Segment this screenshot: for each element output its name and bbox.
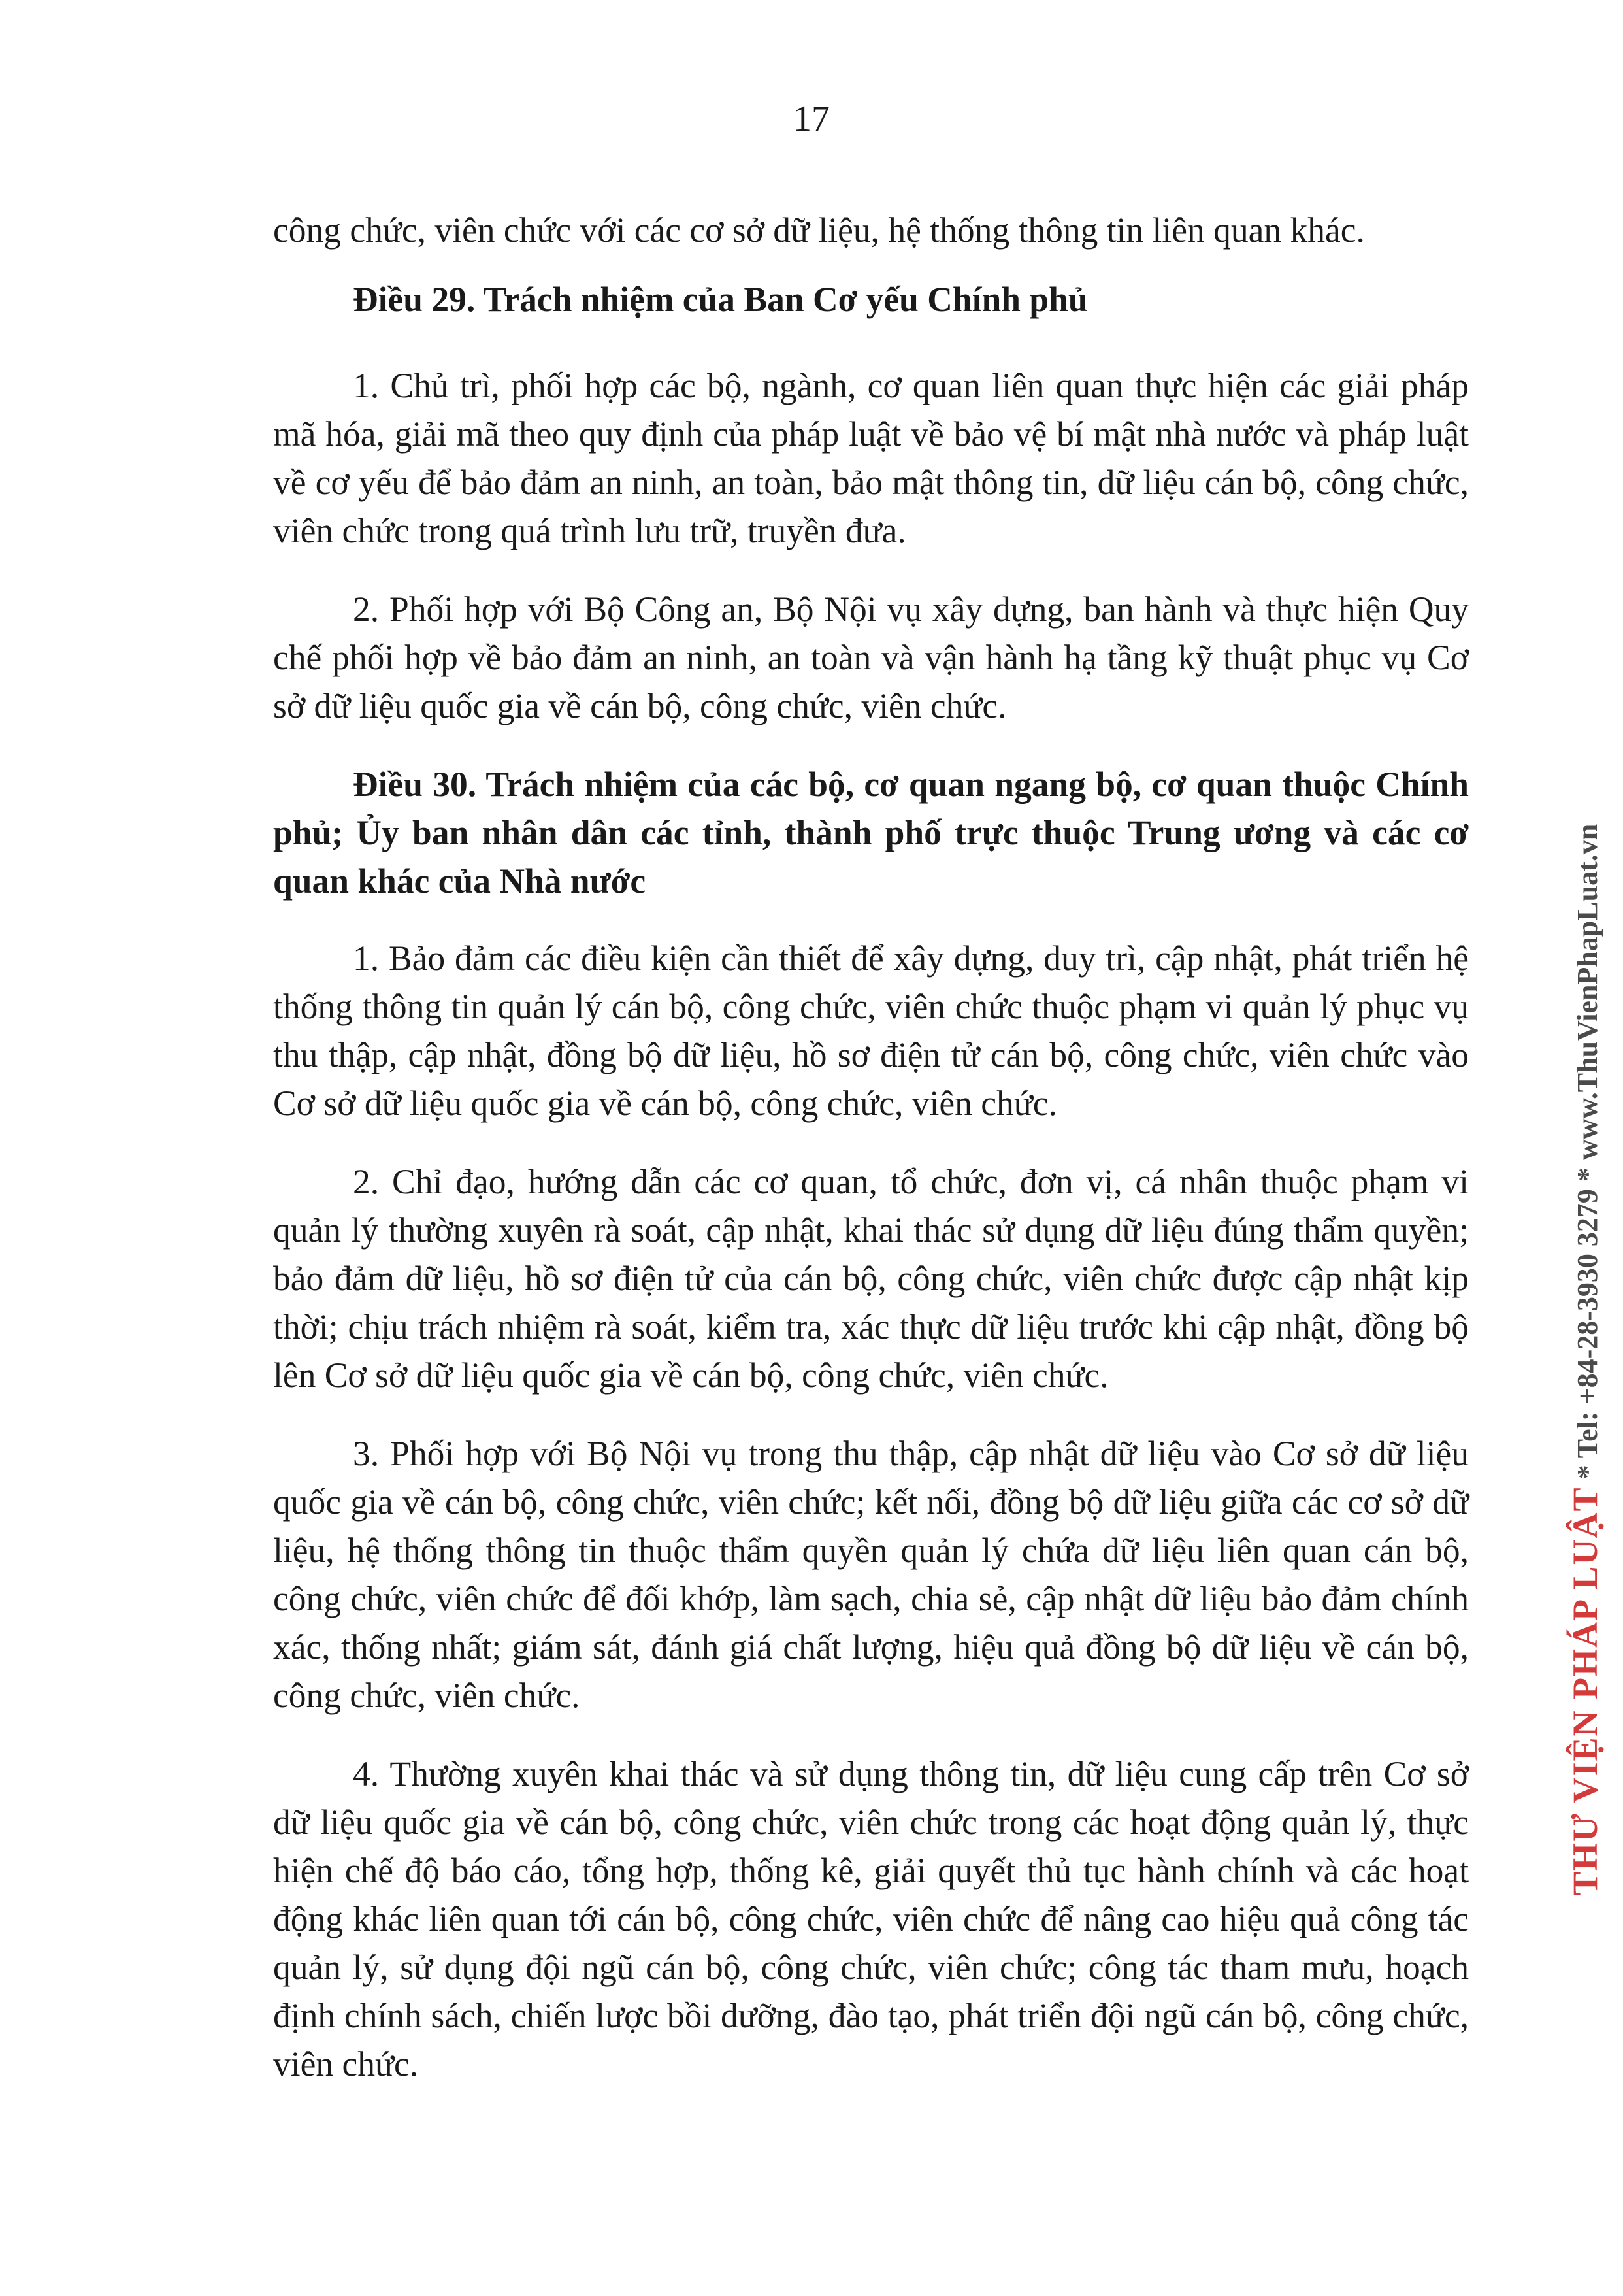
article-29-item-2: 2. Phối hợp với Bộ Công an, Bộ Nội vụ xây dựng, ban hành và thực hiện Quy chế phối hợp về bảo đảm an ninh, an toàn và vận hành hạ tầng kỹ thuật phục vụ Cơ sở dữ liệu quốc gia về cán bộ, công chức, viên chức. (273, 590, 1469, 725)
document-body (273, 206, 1469, 2118)
watermark-banner (1565, 438, 1605, 1895)
article-30-item-2: 2. Chỉ đạo, hướng dẫn các cơ quan, tổ chức, đơn vị, cá nhân thuộc phạm vi quản lý thường xuyên rà soát, cập nhật, khai thác sử dụng dữ liệu đúng thẩm quyền; bảo đảm dữ liệu, hồ sơ điện tử của cán bộ, công chức, viên chức được cập nhật kịp thời; chịu trách nhiệm rà soát, kiểm tra, xác thực dữ liệu trước khi cập nhật, đồng bộ lên Cơ sở dữ liệu quốc gia về cán bộ, công chức, viên chức. (273, 1162, 1469, 1395)
article-30-heading: Điều 30. Trách nhiệm của các bộ, cơ quan ngang bộ, cơ quan thuộc Chính phủ; Ủy ban nhân dân các tỉnh, thành phố trực thuộc Trung ương và các cơ quan khác của Nhà nước (273, 765, 1469, 901)
continued-paragraph: công chức, viên chức với các cơ sở dữ liệu, hệ thống thông tin liên quan khác. (273, 210, 1365, 250)
watermark-name: THƯ VIỆN PHÁP LUẬT (1566, 1486, 1605, 1895)
article-30-item-4: 4. Thường xuyên khai thác và sử dụng thông tin, dữ liệu cung cấp trên Cơ sở dữ liệu quốc gia về cán bộ, công chức, viên chức trong các hoạt động quản lý, thực hiện chế độ báo cáo, tổng hợp, thống kê, giải quyết thủ tục hành chính và các hoạt động khác liên quan tới cán bộ, công chức, viên chức để nâng cao hiệu quả công tác quản lý, sử dụng đội ngũ cán bộ, công chức, viên chức; công tác tham mưu, hoạch định chính sách, chiến lược bồi dưỡng, đào tạo, phát triển đội ngũ cán bộ, công chức, viên chức. (273, 1754, 1469, 2084)
page-number: 17 (793, 99, 830, 139)
watermark-contact: * Tel: +84-28-3930 3279 * www.ThuVienPhapLuat.vn (1571, 824, 1603, 1480)
article-29-item-1: 1. Chủ trì, phối hợp các bộ, ngành, cơ quan liên quan thực hiện các giải pháp mã hóa, giải mã theo quy định của pháp luật về bảo vệ bí mật nhà nước và pháp luật về cơ yếu để bảo đảm an ninh, an toàn, bảo mật thông tin, dữ liệu cán bộ, công chức, viên chức trong quá trình lưu trữ, truyền đưa. (273, 366, 1469, 550)
article-30-item-3: 3. Phối hợp với Bộ Nội vụ trong thu thập, cập nhật dữ liệu vào Cơ sở dữ liệu quốc gia về cán bộ, công chức, viên chức; kết nối, đồng bộ dữ liệu giữa các cơ sở dữ liệu, hệ thống thông tin thuộc thẩm quyền quản lý chứa dữ liệu liên quan cán bộ, công chức, viên chức để đối khớp, làm sạch, chia sẻ, cập nhật dữ liệu bảo đảm chính xác, thống nhất; giám sát, đánh giá chất lượng, hiệu quả đồng bộ dữ liệu về cán bộ, công chức, viên chức. (273, 1434, 1469, 1715)
article-30-item-1: 1. Bảo đảm các điều kiện cần thiết để xây dựng, duy trì, cập nhật, phát triển hệ thống thông tin quản lý cán bộ, công chức, viên chức thuộc phạm vi quản lý phục vụ thu thập, cập nhật, đồng bộ dữ liệu, hồ sơ điện tử cán bộ, công chức, viên chức vào Cơ sở dữ liệu quốc gia về cán bộ, công chức, viên chức. (273, 939, 1469, 1123)
article-29-heading: Điều 29. Trách nhiệm của Ban Cơ yếu Chính phủ (353, 280, 1088, 319)
